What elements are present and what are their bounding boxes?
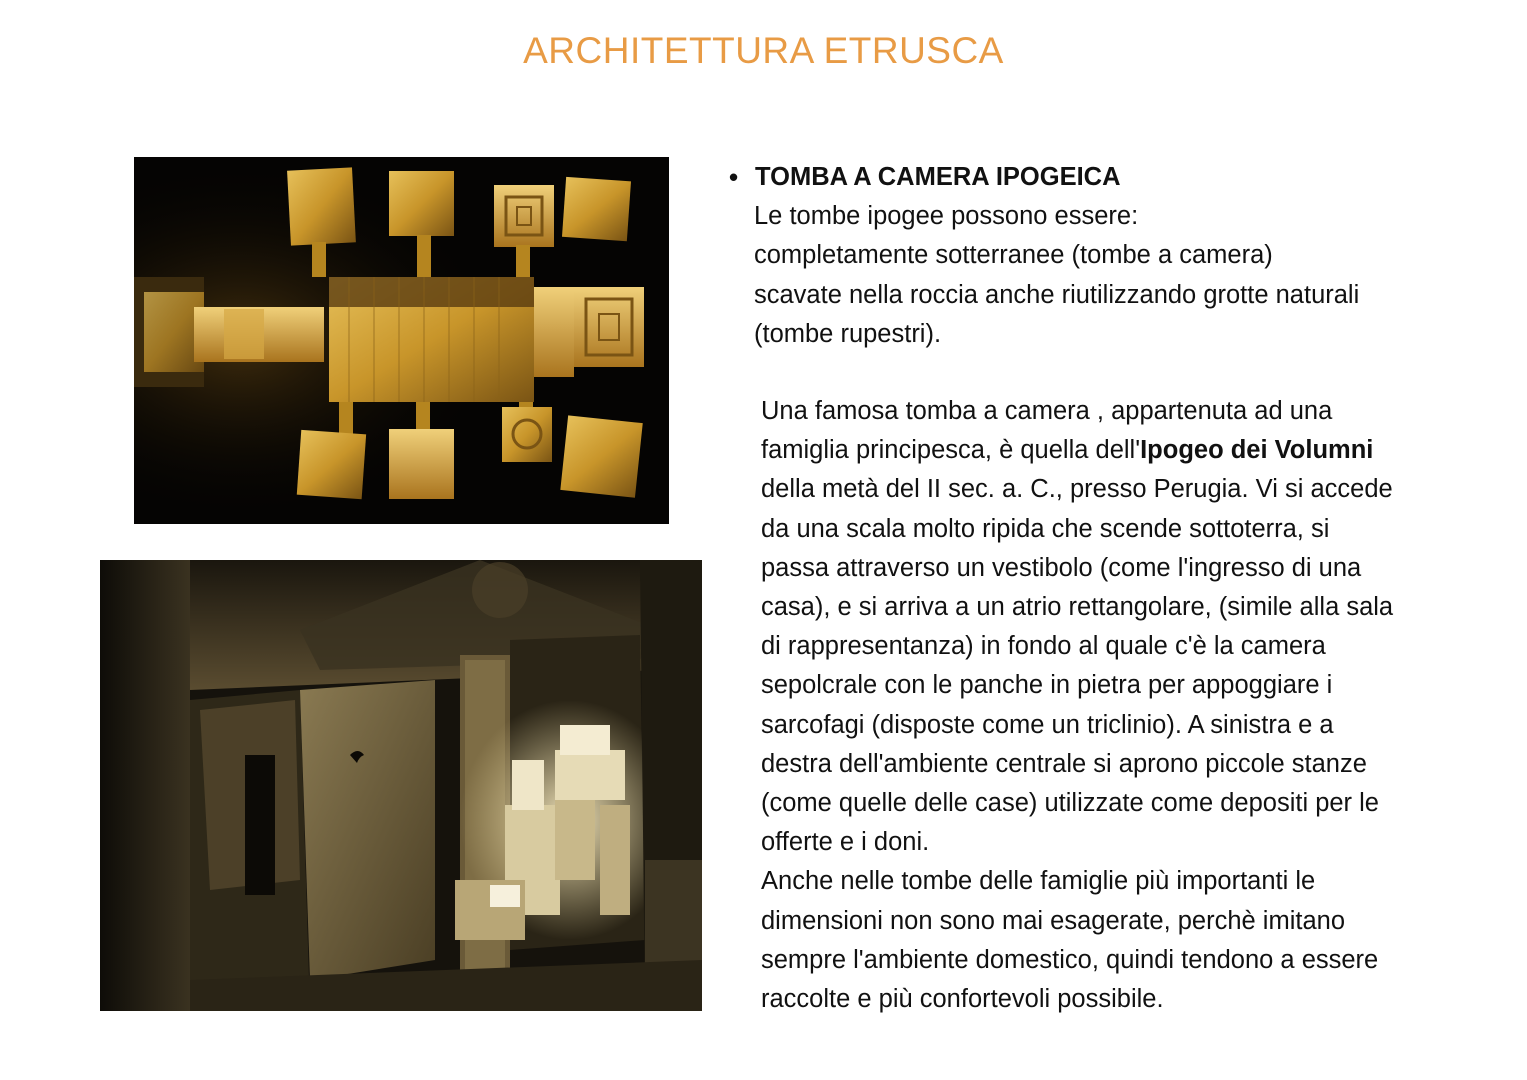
tomb-interior-photo — [100, 560, 702, 1011]
paragraph-line — [761, 431, 1506, 470]
section-heading — [729, 158, 1509, 197]
paragraph-text: famiglia principesca, è quella dell' — [761, 436, 1141, 465]
intro-line: completamente sotterranee (tombe a camera) — [754, 241, 1273, 270]
paragraph-line: Anche nelle tombe delle famiglie più importanti le — [761, 867, 1316, 896]
tomb-plan-photo — [134, 157, 669, 524]
paragraph-line: sarcofagi (disposte come un triclinio). A sinistra e a — [761, 710, 1334, 739]
intro-line: scavate nella roccia anche riutilizzando grotte naturali — [754, 280, 1360, 309]
paragraph-line: (come quelle delle case) utilizzate come depositi per le — [761, 789, 1379, 818]
paragraph-line: della metà del II sec. a. C., presso Perugia. Vi si accede — [761, 475, 1393, 504]
paragraph-line: di rappresentanza) in fondo al quale c'è la camera — [761, 632, 1326, 661]
paragraph-line: dimensioni non sono mai esagerate, perchè imitano — [761, 906, 1346, 935]
section-heading-text: TOMBA A CAMERA IPOGEICA — [755, 163, 1121, 191]
highlight-ipogeo-volumni: Ipogeo dei Volumni — [1140, 436, 1374, 465]
intro-section — [729, 158, 1509, 354]
intro-line: Le tombe ipogee possono essere: — [754, 202, 1139, 231]
paragraph-line: offerte e i doni. — [761, 828, 930, 857]
intro-line: (tombe rupestri). — [754, 319, 942, 348]
paragraph-line: sempre l'ambiente domestico, quindi tendono a essere — [761, 945, 1379, 974]
paragraph-line: raccolte e più confortevoli possibile. — [761, 985, 1164, 1014]
paragraph-line: casa), e si arriva a un atrio rettangolare, (simile alla sala — [761, 593, 1394, 622]
paragraph-line: Una famosa tomba a camera , appartenuta ad una — [761, 397, 1333, 425]
paragraph-line: passa attraverso un vestibolo (come l'ingresso di una — [761, 553, 1362, 582]
paragraph-line: destra dell'ambiente centrale si aprono piccole stanze — [761, 749, 1367, 778]
description-paragraph — [761, 392, 1506, 1019]
paragraph-line: da una scala molto ripida che scende sottoterra, si — [761, 514, 1330, 543]
bullet-icon: • — [729, 162, 739, 192]
paragraph-line: sepolcrale con le panche in pietra per appoggiare i — [761, 671, 1333, 700]
page-title: ARCHITETTURA ETRUSCA — [523, 30, 1004, 71]
